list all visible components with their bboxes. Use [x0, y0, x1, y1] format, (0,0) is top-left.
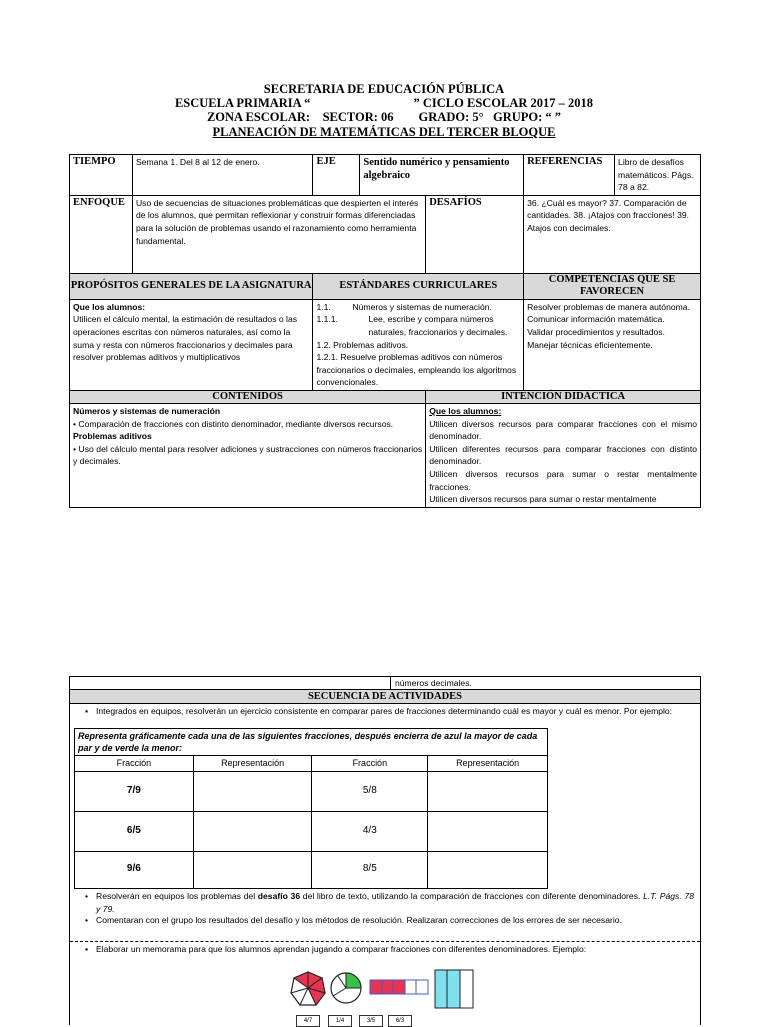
intencion-cell: [426, 403, 701, 507]
col-header: Representación: [193, 756, 312, 772]
activity-bullet: • Comentaran con el grupo los resultados del desafío y los métodos de resolución. Realizaran correcciones de los errores de ser necesario.: [84, 915, 622, 925]
fraction-cell: 6/5: [75, 811, 194, 851]
memorama-card[interactable]: 4/7: [296, 1015, 320, 1027]
fraction-cell: 9/6: [75, 851, 194, 888]
intencion-header: INTENCIÓN DIDÁCTICA: [426, 390, 701, 403]
estandares-cell: [313, 299, 524, 390]
dashed-divider: [70, 941, 700, 942]
bullet-text: Integrados en equipos, resolverán un ejercicio consistente en comparar pares de fracciones determinando cuál es mayor y cuál es menor. Por ejemplo:: [96, 706, 673, 716]
fractions-table: [74, 728, 548, 889]
fraction-cell: 4/3: [312, 811, 428, 851]
col-header: Representación: [428, 756, 548, 772]
green-circle-icon: [331, 973, 361, 1003]
propositos-intro: Que los alumnos:: [73, 301, 146, 312]
competencias-header: COMPETENCIAS QUE SE FAVORECEN: [524, 273, 701, 299]
red-bar-icon: [370, 980, 428, 994]
representation-cell[interactable]: [193, 811, 312, 851]
competencia-item: Comunicar información matemática.: [527, 314, 665, 325]
standard-item: 1.1. Números y sistemas de numeración.: [316, 301, 492, 312]
memorama-card[interactable]: 3/5: [359, 1015, 383, 1027]
table-row: [75, 771, 548, 811]
estandares-header: ESTÁNDARES CURRICULARES: [313, 273, 524, 299]
tiempo-value: Semana 1. Del 8 al 12 de enero.: [132, 155, 313, 196]
contenidos-header: CONTENIDOS: [70, 390, 426, 403]
referencias-value: Libro de desafíos matemáticos. Págs. 78 a 82.: [615, 155, 701, 196]
intencion-item: Utilicen diversos recursos para comparar fracciones con el mismo denominador.: [429, 418, 697, 442]
red-heptagon-icon: [291, 972, 325, 1005]
enfoque-value: Uso de secuencias de situaciones problemáticas que despierten el interés de los alumnos, que permitan reflexionar y construir formas diferenciadas para la solución de problemas usando el razonamiento como herramienta fundamental.: [132, 195, 425, 273]
bullet-text: Comentaran con el grupo los resultados del desafío y los métodos de resolución. Realizaran correcciones de los errores de ser necesario.: [96, 915, 622, 925]
contenido-title: Números y sistemas de numeración: [73, 405, 221, 416]
referencias-label: REFERENCIAS: [524, 155, 615, 196]
intencion-item: Utilicen diferentes recursos para comparar fracciones con distinto denominador.: [429, 443, 697, 467]
desafios-value: 36. ¿Cuál es mayor? 37. Comparación de cantidades. 38. ¡Atajos con fracciones! 39. Atajos con decimales.: [524, 195, 701, 273]
competencias-cell: [524, 299, 701, 390]
standard-item: 1.2. Problemas aditivos.: [316, 339, 409, 350]
competencia-item: Resolver problemas de manera autónoma.: [527, 301, 690, 312]
planning-table: [69, 154, 701, 508]
contenido-title: Problemas aditivos: [73, 431, 152, 442]
table-row: [75, 851, 548, 888]
activity-bullet: ▪ Integrados en equipos, resolverán un ejercicio consistente en comparar pares de fracciones determinando cuál es mayor y cuál es menor. Por ejemplo:: [84, 706, 673, 716]
representation-cell[interactable]: [428, 851, 548, 888]
continuation-text: números decimales.: [395, 678, 472, 688]
competencia-item: Validar procedimientos y resultados.: [527, 326, 665, 337]
col-header: Fracción: [312, 756, 428, 772]
representation-cell[interactable]: [193, 851, 312, 888]
propositos-cell: [70, 299, 313, 390]
desafios-label: DESAFÍOS: [426, 195, 524, 273]
contenido-item: • Uso del cálculo mental para resolver adiciones y sustracciones con números fraccionarios y decimales.: [73, 443, 423, 467]
bullet-text: Resolverán en equipos los problemas del desafío 36 del libro de texto, utilizando la comparación de fracciones con diferente denominadores. L.T. Págs. 78 y 79.: [96, 891, 694, 914]
intencion-intro: Que los alumnos:: [429, 405, 502, 416]
eje-value: Sentido numérico y pensamiento algebraico: [360, 155, 524, 196]
contenidos-cell: [70, 403, 426, 507]
representation-cell[interactable]: [428, 771, 548, 811]
memorama-card[interactable]: 6/3: [388, 1015, 412, 1027]
school-line: ESCUELA PRIMARIA “ ” CICLO ESCOLAR 2017 – 2018: [174, 96, 594, 110]
tiempo-label: TIEMPO: [70, 155, 133, 196]
activity-bullet: ▪ Elaborar un memorama para que los alumnos aprendan jugando a comparar fracciones con diferentes denominadores. Ejemplo:: [84, 944, 587, 954]
fraction-cell: 5/8: [312, 771, 428, 811]
standard-item: 1.2.1. Resuelve problemas aditivos con números fraccionarios o decimales, empleando los algoritmos convencionales.: [316, 352, 517, 388]
memorama-illustration: [288, 968, 488, 1010]
plan-title: PLANEACIÓN DE MATEMÁTICAS DEL TERCER BLOQUE: [212, 125, 556, 139]
exercise-instruction: Representa gráficamente cada una de las siguientes fracciones, después encierra de azul la mayor de cada par y de verde la menor:: [75, 729, 548, 756]
bullet-text: Elaborar un memorama para que los alumnos aprendan jugando a comparar fracciones con diferentes denominadores. Ejemplo:: [96, 944, 587, 954]
representation-cell[interactable]: [193, 771, 312, 811]
eje-label: EJE: [313, 155, 360, 196]
intencion-item: Utilicen diversos recursos para sumar o restar mentalmente: [429, 494, 657, 505]
intencion-item: Utilicen diversos recursos para sumar o restar mentalmente fracciones.: [429, 468, 697, 492]
ministry-title: SECRETARIA DE EDUCACIÓN PÚBLICA: [263, 82, 505, 96]
secuencia-header: SECUENCIA DE ACTIVIDADES: [70, 689, 700, 704]
standard-item: 1.1.1. Lee, escribe y compara números naturales, fraccionarios y decimales.: [316, 314, 508, 337]
activity-bullet: • Resolverán en equipos los problemas del desafío 36 del libro de texto, utilizando la comparación de fracciones con diferente denominadores. L.T. Págs. 78 y 79.: [84, 891, 694, 914]
fraction-cell: 7/9: [75, 771, 194, 811]
enfoque-label: ENFOQUE: [70, 195, 133, 273]
fraction-cell: 8/5: [312, 851, 428, 888]
memorama-card[interactable]: 1/4: [328, 1015, 352, 1027]
table-row: [75, 811, 548, 851]
zone-line: ZONA ESCOLAR: SECTOR: 06 GRADO: 5° GRUPO: “ ”: [206, 110, 562, 124]
competencia-item: Manejar técnicas eficientemente.: [527, 339, 653, 350]
contenido-item: • Comparación de fracciones con distinto denominador, mediante diversos recursos.: [73, 418, 394, 429]
representation-cell[interactable]: [428, 811, 548, 851]
col-header: Fracción: [75, 756, 194, 772]
propositos-text: Utilicen el cálculo mental, la estimación de resultados o las operaciones escritas con números naturales, así como la suma y resta con números fraccionarios y decimales para resolver problemas aditivos y multiplicativos: [73, 314, 298, 363]
propositos-header: PROPÓSITOS GENERALES DE LA ASIGNATURA: [70, 273, 313, 299]
cyan-columns-icon: [435, 970, 473, 1008]
